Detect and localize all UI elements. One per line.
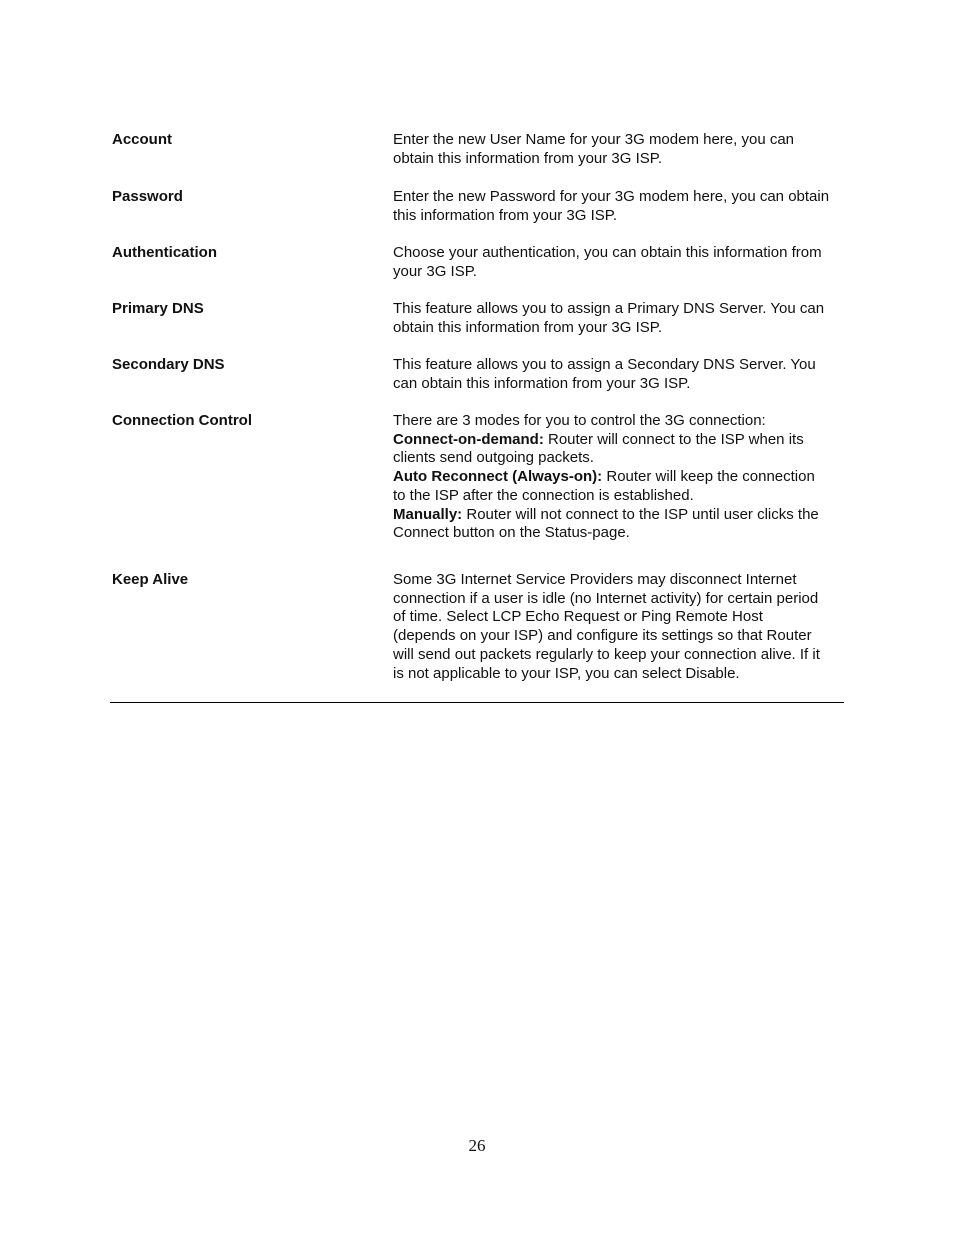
desc-line: Choose your authentication, you can obtain this information from xyxy=(393,244,822,261)
desc-line: This feature allows you to assign a Primary DNS Server. You can xyxy=(393,300,825,317)
mode-text: Router will not connect to the ISP until user clicks the xyxy=(466,505,819,523)
desc-line: Connect button on the Status-page. xyxy=(393,524,630,542)
desc-account xyxy=(393,131,845,168)
desc-line: can obtain this information from your 3G ISP. xyxy=(393,374,691,392)
term-primary-dns: Primary DNS xyxy=(112,300,204,317)
desc-line: obtain this information from your 3G ISP. xyxy=(393,318,663,336)
desc-connection-control xyxy=(393,412,845,543)
desc-line: Enter the new User Name for your 3G modem here, you can xyxy=(393,131,795,148)
mode-label: Auto Reconnect (Always-on): xyxy=(393,468,603,486)
desc-line: to the ISP after the connection is established. xyxy=(393,486,694,504)
mode-manually xyxy=(393,506,845,525)
term-password: Password xyxy=(112,188,183,205)
page-number: 26 xyxy=(468,1136,486,1155)
desc-line: obtain this information from your 3G ISP. xyxy=(393,149,663,167)
desc-keep-alive xyxy=(393,571,845,683)
table-bottom-rule xyxy=(110,702,844,703)
mode-text: Router will keep the connection xyxy=(606,468,815,486)
term-authentication: Authentication xyxy=(112,244,217,261)
term-connection-control: Connection Control xyxy=(112,412,252,429)
desc-password xyxy=(393,188,845,225)
desc-primary-dns xyxy=(393,300,845,337)
desc-line: of time. Select LCP Echo Request or Ping Remote Host xyxy=(393,608,763,626)
desc-line: Some 3G Internet Service Providers may disconnect Internet xyxy=(393,571,797,588)
mode-text: Router will connect to the ISP when its xyxy=(548,430,804,448)
desc-line: There are 3 modes for you to control the 3G connection: xyxy=(393,412,766,429)
desc-secondary-dns xyxy=(393,356,845,393)
term-secondary-dns: Secondary DNS xyxy=(112,356,225,373)
mode-connect-on-demand xyxy=(393,431,845,450)
desc-line: (depends on your ISP) and configure its settings so that Router xyxy=(393,627,812,645)
mode-label: Manually: xyxy=(393,505,463,523)
term-account: Account xyxy=(112,131,172,148)
desc-line: this information from your 3G ISP. xyxy=(393,206,617,224)
desc-line: connection if a user is idle (no Internet activity) for certain period xyxy=(393,589,819,607)
desc-line: Enter the new Password for your 3G modem here, you can obtain xyxy=(393,188,830,205)
desc-line: your 3G ISP. xyxy=(393,262,477,280)
mode-label: Connect-on-demand: xyxy=(393,430,544,448)
mode-auto-reconnect xyxy=(393,468,845,487)
desc-authentication xyxy=(393,244,845,281)
term-keep-alive: Keep Alive xyxy=(112,571,189,588)
desc-line: This feature allows you to assign a Secondary DNS Server. You xyxy=(393,356,816,373)
desc-line: will send out packets regularly to keep your connection alive. If it xyxy=(393,645,820,663)
desc-line: is not applicable to your ISP, you can select Disable. xyxy=(393,664,740,682)
desc-line: clients send outgoing packets. xyxy=(393,449,594,467)
